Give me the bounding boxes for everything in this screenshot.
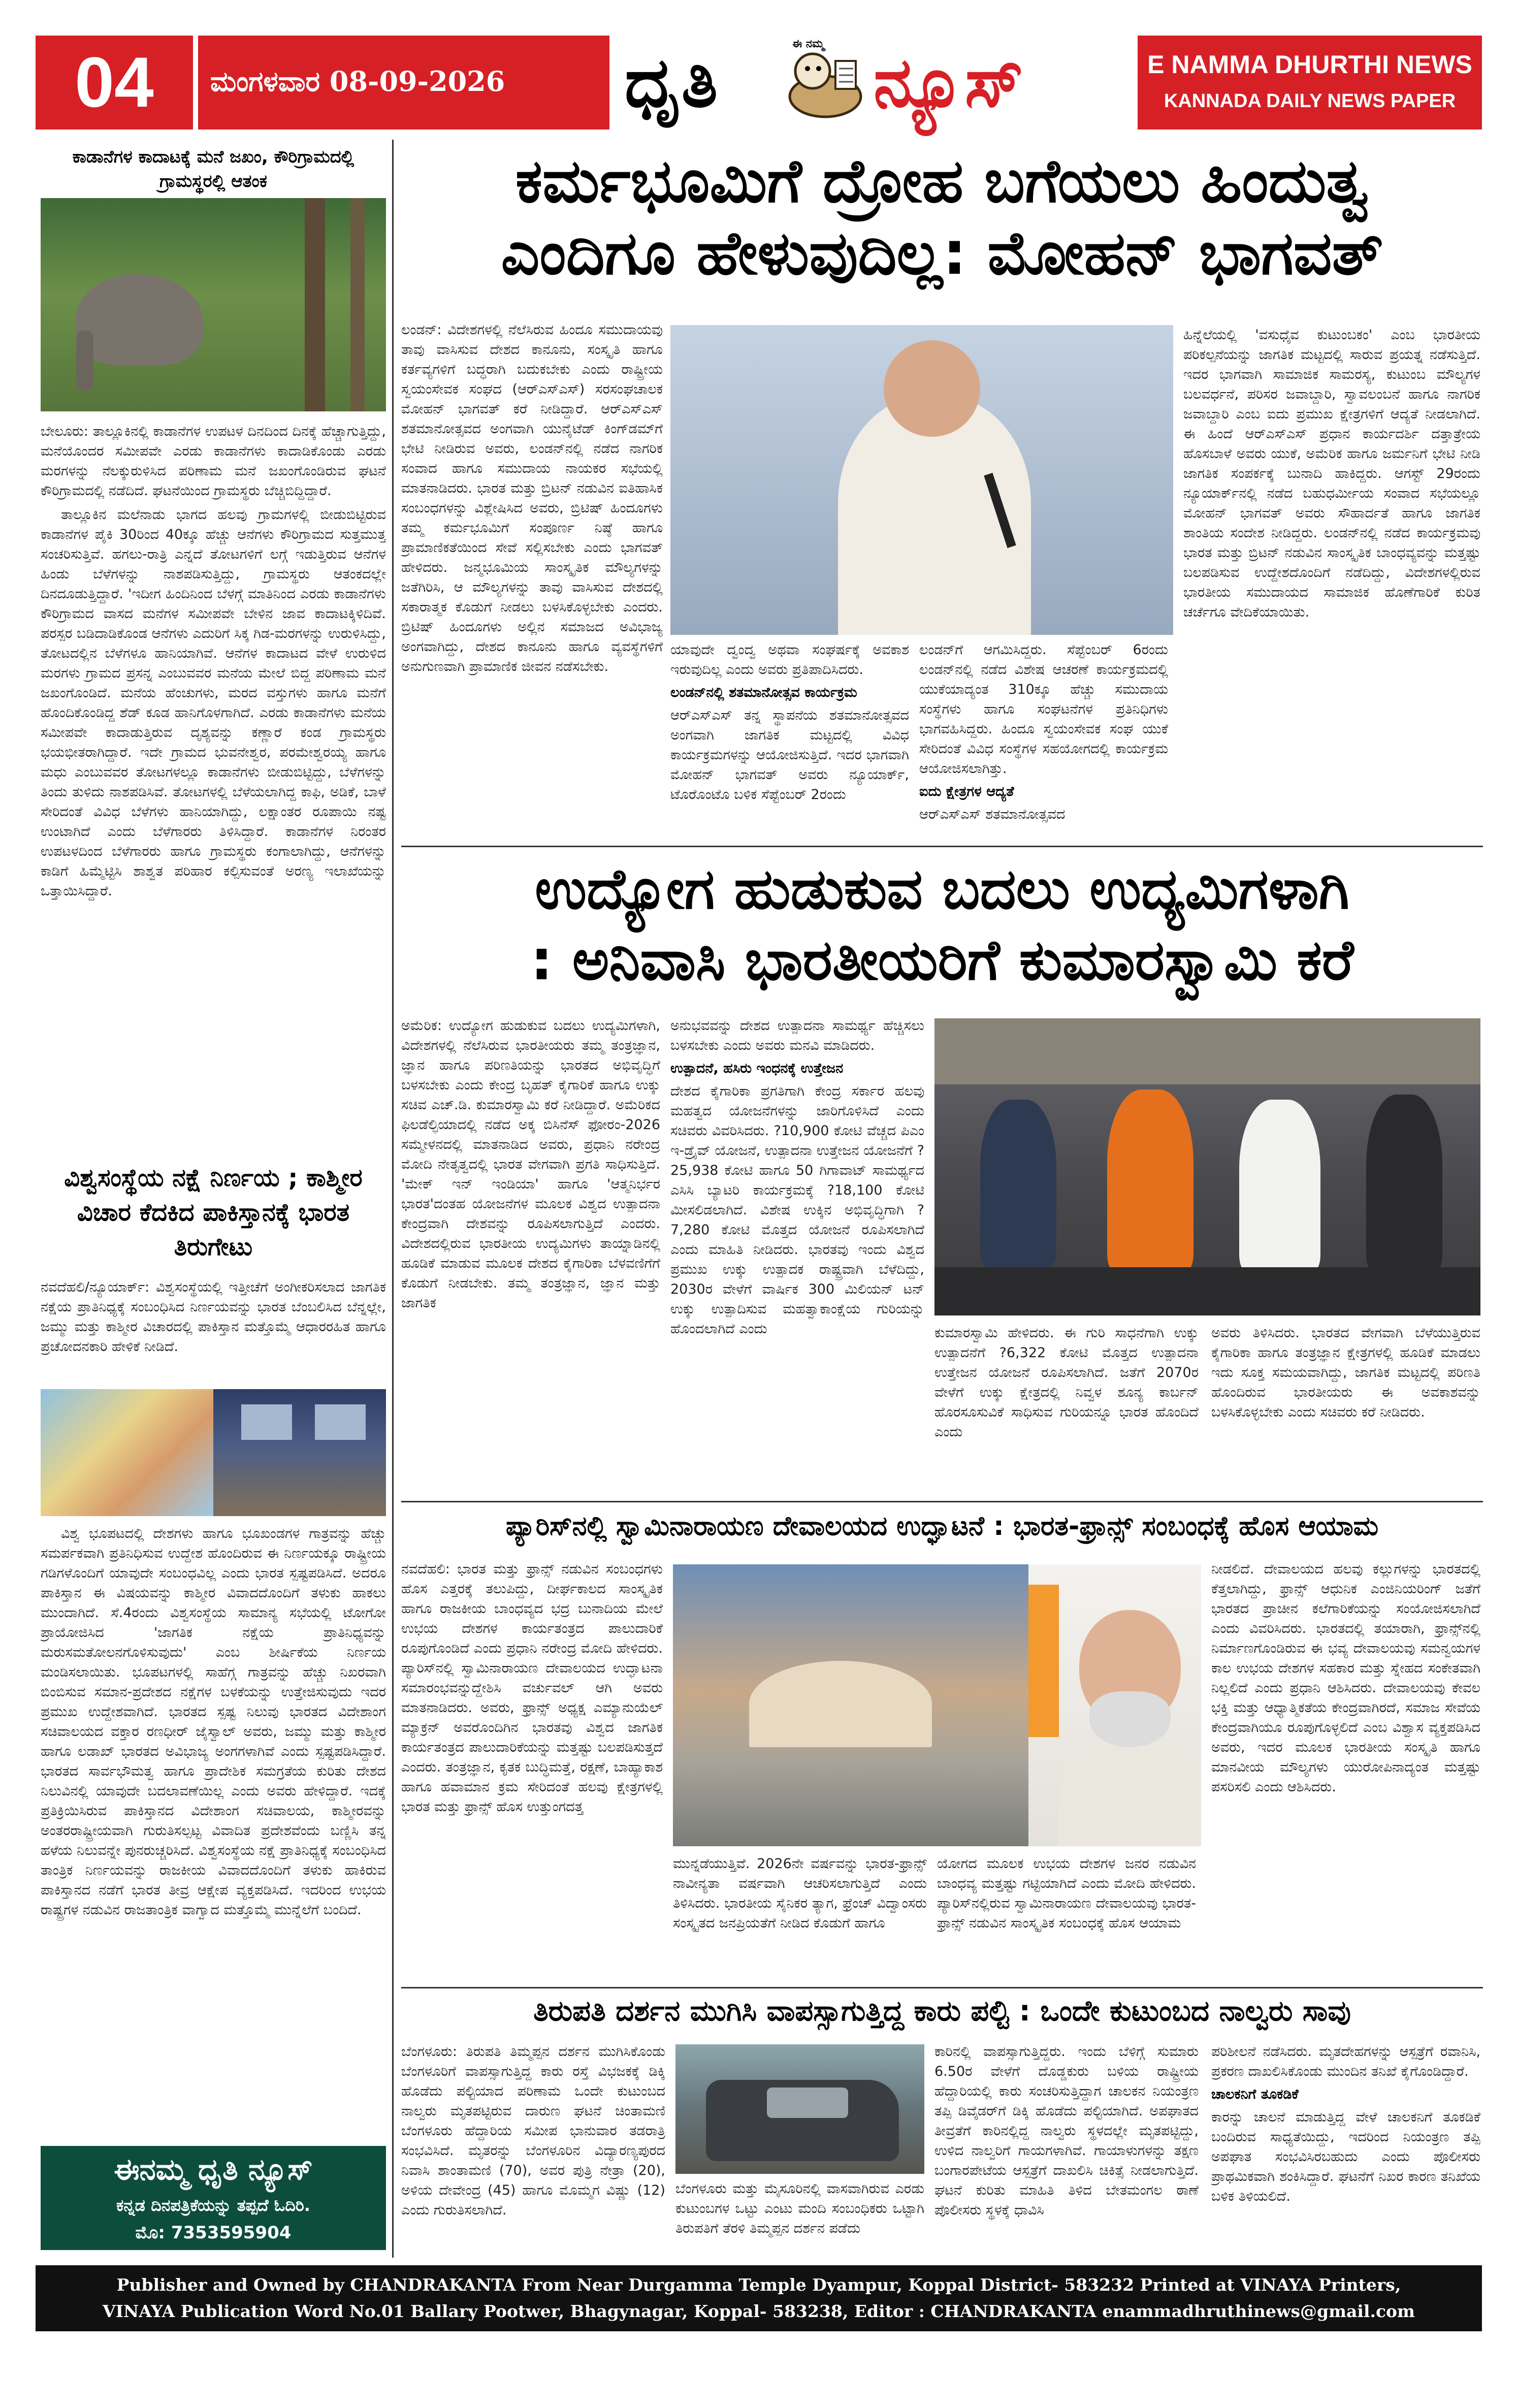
world-map bbox=[41, 1389, 213, 1516]
bhagwat-headline bbox=[401, 145, 1483, 289]
bhagwat-headline-line: ಕರ್ಮಭೂಮಿಗೆ ದ್ರೋಹ ಬಗೆಯಲು ಹಿಂದುತ್ವ bbox=[515, 146, 1369, 216]
date-line: ಮಂಗಳವಾರ 08-09-2026 bbox=[210, 65, 505, 98]
promo-box bbox=[41, 2146, 386, 2250]
kumaraswamy-col-2-rest: ದೇಶದ ಕೈಗಾರಿಕಾ ಪ್ರಗತಿಗಾಗಿ ಕೇಂದ್ರ ಸರ್ಕಾರ ಹಲವು ಮಹತ್ವದ ಯೋಜನೆಗಳನ್ನು ಜಾರಿಗೊಳಿಸಿದೆ ಎಂದು ಸಚಿವರು ವಿವರಿಸಿದರು. ?10,900 ಕೋಟಿ ವೆಚ್ಚದ ಪಿಎಂ ಇ-ಡ್ರೈವ್ ಯೋಜನೆ, ಉತ್ಪಾದನಾ ಉತ್ತೇಜನ ಯೋಜನೆಗೆ ?25,938 ಕೋಟಿ ಹಾಗೂ 50 ಗಿಗಾವಾಟ್ ಸಾಮರ್ಥ್ಯದ ಎಸಿಸಿ ಬ್ಯಾಟರಿ ಕಾರ್ಯಕ್ರಮಕ್ಕೆ ?18,100 ಕೋಟಿ ಮೀಸಲಿಡಲಾಗಿದೆ. ವಿಶೇಷ ಉಕ್ಕಿನ ಅಭಿವೃದ್ಧಿಗಾಗಿ ?7,280 ಕೋಟಿ ಮೊತ್ತದ ಯೋಜನೆ ರೂಪಿಸಲಾಗಿದೆ ಎಂದು ಮಾಹಿತಿ ನೀಡಿದರು. ಭಾರತವು ಇಂದು ವಿಶ್ವದ ಪ್ರಮುಖ ಉಕ್ಕು ಉತ್ಪಾದಕ ರಾಷ್ಟ್ರವಾಗಿ ಬೆಳೆದಿದ್ದು, 2030ರ ವೇಳೆಗೆ ವಾರ್ಷಿಕ 300 ಮಿಲಿಯನ್ ಟನ್ ಉಕ್ಕು ಉತ್ಪಾದಿಸುವ ಮಹತ್ವಾಕಾಂಕ್ಷೆಯ ಗುರಿಯನ್ನು ಹೊಂದಲಾಗಿದೆ ಎಂದು bbox=[670, 1083, 924, 1337]
accident-col-4-rest: ಕಾರನ್ನು ಚಾಲನೆ ಮಾಡುತ್ತಿದ್ದ ವೇಳೆ ಚಾಲಕನಿಗೆ ತೂಕಡಿಕೆ ಬಂದಿರುವ ಸಾಧ್ಯತೆಯಿದ್ದು, ಇದರಿಂದ ನಿಯಂತ್ರಣ ತಪ್ಪಿ ಅಪಘಾತ ಸಂಭವಿಸಿರಬಹುದು ಎಂದು ಪೊಲೀಸರು ಪ್ರಾಥಮಿಕವಾಗಿ ಶಂಕಿಸಿದ್ದಾರೆ. ಘಟನೆಗೆ ನಿಖರ ಕಾರಣ ತನಿಖೆಯ ಬಳಿಕ ತಿಳಿಯಲಿದೆ. bbox=[1211, 2109, 1480, 2204]
temple-dome bbox=[749, 1661, 932, 1747]
elephant-paragraph: ಬೇಲೂರು: ತಾಲ್ಲೂಕಿನಲ್ಲಿ ಕಾಡಾನೆಗಳ ಉಪಟಳ ದಿನದಿಂದ ದಿನಕ್ಕೆ ಹೆಚ್ಚಾಗುತ್ತಿದ್ದು, ಮನೆಯೊಂದರ ಸಮೀಪವೇ ಎರಡು ಕಾಡಾನೆಗಳು ಕಾದಾಡಿಕೊಂಡು ಎರಡು ಮರಗಳನ್ನು ನೆಲಕ್ಕುರುಳಿಸಿದ ಪರಿಣಾಮ ಮನೆ ಜಖಂಗೊಂಡಿರುವ ಘಟನೆ ಕೌರಿಗ್ರಾಮದಲ್ಲಿ ನಡೆದಿದೆ. ಘಟನೆಯಿಂದ ಗ್ರಾಮಸ್ಥರು ಬೆಚ್ಚಿಬಿದ್ದಿದ್ದಾರೆ. bbox=[41, 424, 386, 499]
accident-col-2: ಬೆಂಗಳೂರು ಮತ್ತು ಮೈಸೂರಿನಲ್ಲಿ ವಾಸವಾಗಿರುವ ಎರಡು ಕುಟುಂಬಗಳ ಒಟ್ಟು ಎಂಟು ಮಂದಿ ಸಂಬಂಧಿಕರು ಒಟ್ಟಾಗಿ ತಿರುಪತಿಗೆ ತೆರಳಿ ತಿಮ್ಮಪ್ಪನ ದರ್ಶನ ಪಡೆದು bbox=[675, 2181, 924, 2236]
paris-photo bbox=[673, 1564, 1201, 1846]
logo-text-right: ನ್ಯೂಸ್ bbox=[874, 43, 1024, 122]
accident-photo bbox=[675, 2044, 924, 2174]
car-windshield bbox=[767, 2088, 848, 2118]
bhagwat-col-2-rest: ಆರ್‌ಎಸ್‌ಎಸ್ ತನ್ನ ಸ್ಥಾಪನೆಯ ಶತಮಾನೋತ್ಸವದ ಅಂಗವಾಗಿ ಜಾಗತಿಕ ಮಟ್ಟದಲ್ಲಿ ವಿವಿಧ ಕಾರ್ಯಕ್ರಮಗಳನ್ನು ಆಯೋಜಿಸುತ್ತಿದೆ. ಇದರ ಭಾಗವಾಗಿ ಮೋಹನ್ ಭಾಗವತ್ ಅವರು ನ್ಯೂಯಾರ್ಕ್, ಟೊರೊಂಟೊ ಬಳಿಕ ಸೆಪ್ಟೆಂಬರ್ 2ರಂದು bbox=[670, 708, 909, 802]
speaker-head bbox=[884, 340, 980, 437]
promo-phone: ಮೊ: 7353595904 bbox=[135, 2223, 292, 2243]
elephant-photo bbox=[41, 198, 386, 411]
footer bbox=[36, 2265, 1482, 2331]
person-figure bbox=[1107, 1089, 1193, 1272]
logo-tag: ಈ ನಮ್ಮ bbox=[792, 38, 824, 50]
bhagwat-col-3 bbox=[919, 640, 1168, 838]
un-photo bbox=[41, 1389, 386, 1516]
elephant-headline: ಕಾಡಾನೆಗಳ ಕಾದಾಟಕ್ಕೆ ಮನೆ ಜಖಂ, ಕೌರಿಗ್ರಾಮದಲ್ಲಿ ಗ್ರಾಮಸ್ಥರಲ್ಲಿ ಆತಂಕ bbox=[72, 147, 354, 191]
accident-col-4-text: ಪರಿಶೀಲನೆ ನಡೆಸಿದರು. ಮೃತದೇಹಗಳನ್ನು ಆಸ್ಪತ್ರೆಗೆ ರವಾನಿಸಿ, ಪ್ರಕರಣ ದಾಖಲಿಸಿಕೊಂಡು ಮುಂದಿನ ತನಿಖೆ ಕೈಗೊಂಡಿದ್ದಾರೆ. bbox=[1211, 2044, 1480, 2079]
mascot-icon bbox=[782, 38, 868, 127]
logo-text-left: ಧೃತಿ bbox=[625, 43, 718, 122]
un-body: ವಿಶ್ವ ಭೂಪಟದಲ್ಲಿ ದೇಶಗಳು ಹಾಗೂ ಭೂಖಂಡಗಳ ಗಾತ್ರವನ್ನು ಹೆಚ್ಚು ಸಮರ್ಪಕವಾಗಿ ಪ್ರತಿನಿಧಿಸುವ ಉದ್ದೇಶ ಹೊಂದಿರುವ ಈ ನಿರ್ಣಯಕ್ಕೂ ರಾಷ್ಟ್ರೀಯ ಗಡಿಗಳೊಂದಿಗೆ ಯಾವುದೇ ಸಂಬಂಧವಿಲ್ಲ ಎಂದು ಭಾರತ ಸ್ಪಷ್ಟಪಡಿಸಿದೆ. ಅದರೂ ಪಾಕಿಸ್ತಾನ ಈ ವಿಷಯವನ್ನು ಕಾಶ್ಮೀರ ವಿವಾದದೊಂದಿಗೆ ತಳುಕು ಹಾಕಲು ಮುಂದಾಗಿದೆ. ಸೆ.4ರಂದು ವಿಶ್ವಸಂಸ್ಥೆಯ ಸಾಮಾನ್ಯ ಸಭೆಯಲ್ಲಿ ಟೋಗೋ ಪ್ರಾಯೋಜಿಸಿದ 'ಜಾಗತಿಕ ನಕ್ಷೆಯ ಪ್ರಾತಿನಿಧ್ಯವನ್ನು ಮರುಸಮತೋಲನಗೊಳಿಸುವುದು' ಎಂಬ ಶೀರ್ಷಿಕೆಯ ನಿರ್ಣಯ ಮಂಡಿಸಲಾಯಿತು. ಭೂಪಟಗಳಲ್ಲಿ ಸಾಹೆಗ್ಗ ಗಾತ್ರವನ್ನು ಹೆಚ್ಚು ನಿಖರವಾಗಿ ಬಿಂಬಿಸುವ ಸಮಾನ-ಪ್ರದೇಶದ ನಕ್ಷೆಗಳ ಬಳಕೆಯನ್ನು ಉತ್ತೇಜಿಸುವುದು ಇದರ ಪ್ರಮುಖ ಉದ್ದೇಶವಾಗಿದೆ. ಭಾರತದ ಸ್ಪಷ್ಟ ನಿಲುವು ಭಾರತದ ವಿದೇಶಾಂಗ ಸಚಿವಾಲಯದ ವಕ್ತಾರ ರಣಧೀರ್ ಜೈಸ್ವಾಲ್ ಅವರು, ಜಮ್ಮು ಮತ್ತು ಕಾಶ್ಮೀರ ಹಾಗೂ ಲಡಾಖ್ ಭಾರತದ ಅವಿಭಾಜ್ಯ ಅಂಗಗಳಾಗಿವೆ ಎಂದು ಸ್ಪಷ್ಟಪಡಿಸಿದ್ದಾರೆ. ಭಾರತದ ಸಾರ್ವಭೌಮತ್ವ ಹಾಗೂ ಪ್ರಾದೇಶಿಕ ಸಮಗ್ರತೆಯ ಕುರಿತು ದೇಶದ ನಿಲುವಿನಲ್ಲಿ ಯಾವುದೇ ಬದಲಾವಣೆಯಿಲ್ಲ ಎಂದು ಅವರು ಹೇಳಿದ್ದಾರೆ. ಇದಕ್ಕೆ ಪ್ರತಿಕ್ರಿಯಿಸಿರುವ ಪಾಕಿಸ್ತಾನದ ವಿದೇಶಾಂಗ ಸಚಿವಾಲಯ, ಕಾಶ್ಮೀರವನ್ನು ಅಂತರರಾಷ್ಟ್ರೀಯವಾಗಿ ಗುರುತಿಸಲ್ಪಟ್ಟ ವಿವಾದಿತ ಪ್ರದೇಶವೆಂದು ಬಣ್ಣಿಸಿ ತನ್ನ ಹಳೆಯ ನಿಲುವನ್ನೇ ಪುನರುಚ್ಚರಿಸಿದೆ. ವಿಶ್ವಸಂಸ್ಥೆಯ ನಕ್ಷೆ ಪ್ರಾತಿನಿಧ್ಯಕ್ಕೆ ಸಂಬಂಧಿಸಿದ ತಾಂತ್ರಿಕ ನಿರ್ಣಯವನ್ನು ರಾಜಕೀಯ ವಿವಾದದೊಂದಿಗೆ ತಳುಕು ಹಾಕಿರುವ ಪಾಕಿಸ್ತಾನದ ನಡೆಗೆ ಭಾರತ ತೀವ್ರ ಆಕ್ಷೇಪ ವ್ಯಕ್ತಪಡಿಸಿದೆ. ಇದರಿಂದ ಉಭಯ ರಾಷ್ಟ್ರಗಳ ನಡುವಿನ ರಾಜತಾಂತ್ರಿಕ ವಾಗ್ವಾದ ಮತ್ತೊಮ್ಮೆ ಮುನ್ನೆಲೆಗೆ ಬಂದಿದೆ. bbox=[41, 1526, 386, 1918]
portrait-body bbox=[1059, 1747, 1201, 1846]
elephant-figure bbox=[76, 274, 203, 366]
paris-col-2: ಮುನ್ನಡೆಯುತ್ತಿವೆ. 2026ನೇ ವರ್ಷವನ್ನು ಭಾರತ-ಫ್ರಾನ್ಸ್ ನಾವೀನ್ಯತಾ ವರ್ಷವಾಗಿ ಆಚರಿಸಲಾಗುತ್ತಿದೆ ಎಂದು ತಿಳಿಸಿದರು. ಭಾರತೀಯ ಸೈನಿಕರ ತ್ಯಾಗ, ಫ್ರೆಂಚ್ ವಿದ್ವಾಂಸರು ಸಂಸ್ಕೃತದ ಜನಪ್ರಿಯತೆಗೆ ನೀಡಿದ ಕೊಡುಗೆ ಹಾಗೂ bbox=[673, 1856, 927, 1931]
paris-headline: ಪ್ಯಾರಿಸ್‌ನಲ್ಲಿ ಸ್ವಾಮಿನಾರಾಯಣ ದೇವಾಲಯದ ಉದ್ಘಾಟನೆ : ಭಾರತ-ಫ್ರಾನ್ಸ್ ಸಂಬಂಧಕ್ಕೆ ಹೊಸ ಆಯಾಮ bbox=[505, 1511, 1379, 1542]
left-column-divider bbox=[392, 140, 394, 2258]
bhagwat-col-3-text: ಲಂಡನ್‌ಗೆ ಆಗಮಿಸಿದ್ದರು. ಸೆಪ್ಟೆಂಬರ್ 6ರಂದು ಲಂಡನ್‌ನಲ್ಲಿ ನಡೆದ ವಿಶೇಷ ಆಚರಣೆ ಕಾರ್ಯಕ್ರಮದಲ್ಲಿ ಯುಕೆಯಾದ್ಯಂತ 310ಕ್ಕೂ ಹೆಚ್ಚು ಸಮುದಾಯ ಸಂಸ್ಥೆಗಳು ಹಾಗೂ ಸಂಘಟನೆಗಳ ಪ್ರತಿನಿಧಿಗಳು ಭಾಗವಹಿಸಿದ್ದರು. ಹಿಂದೂ ಸ್ವಯಂಸೇವಕ ಸಂಘ ಯುಕೆ ಸೇರಿದಂತೆ ವಿವಿಧ ಸಂಸ್ಥೆಗಳ ಸಹಯೋಗದಲ್ಲಿ ಕಾರ್ಯಕ್ರಮ ಆಯೋಜಿಸಲಾಗಿತ್ತು. bbox=[919, 642, 1168, 777]
footer-line: Publisher and Owned by CHANDRAKANTA From Near Durgamma Temple Dyampur, Koppal District- 583232 Printed at VINAYA Printers, bbox=[116, 2275, 1401, 2295]
kumaraswamy-col-1: ಅಮೆರಿಕ: ಉದ್ಯೋಗ ಹುಡುಕುವ ಬದಲು ಉದ್ಯಮಿಗಳಾಗಿ, ವಿದೇಶಗಳಲ್ಲಿ ನೆಲೆಸಿರುವ ಭಾರತೀಯರು ತಮ್ಮ ತಂತ್ರಜ್ಞಾನ, ಜ್ಞಾನ ಹಾಗೂ ಪರಿಣತಿಯನ್ನು ಭಾರತದ ಅಭಿವೃದ್ಧಿಗೆ ಬಳಸಬೇಕು ಎಂದು ಕೇಂದ್ರ ಬೃಹತ್ ಕೈಗಾರಿಕೆ ಹಾಗೂ ಉಕ್ಕು ಸಚಿವ ಎಚ್.ಡಿ. ಕುಮಾರಸ್ವಾಮಿ ಕರೆ ನೀಡಿದ್ದಾರೆ. ಅಮೆರಿಕದ ಫಿಲಡೆಲ್ಫಿಯಾದಲ್ಲಿ ನಡೆದ ಅಕ್ಕ ಬಿಸಿನೆಸ್ ಫೋರಂ-2026 ಸಮ್ಮೇಳನದಲ್ಲಿ ಮಾತನಾಡಿದ ಅವರು, ಪ್ರಧಾನಿ ನರೇಂದ್ರ ಮೋದಿ ನೇತೃತ್ವದಲ್ಲಿ ಭಾರತ ವೇಗವಾಗಿ ಪ್ರಗತಿ ಸಾಧಿಸುತ್ತಿದೆ. 'ಮೇಕ್ ಇನ್ ಇಂಡಿಯಾ' ಹಾಗೂ 'ಆತ್ಮನಿರ್ಭರ ಭಾರತ'ದಂತಹ ಯೋಜನೆಗಳ ಮೂಲಕ ವಿಶ್ವದ ಉತ್ಪಾದನಾ ಕೇಂದ್ರವಾಗಿ ದೇಶವನ್ನು ರೂಪಿಸಲಾಗುತ್ತಿದೆ ಎಂದರು. ವಿದೇಶದಲ್ಲಿರುವ ಭಾರತೀಯ ಉದ್ಯಮಿಗಳು ತಾಯ್ನಾಡಿನಲ್ಲಿ ಹೂಡಿಕೆ ಮಾಡುವ ಮೂಲಕ ದೇಶದ ಕೈಗಾರಿಕಾ ಬೆಳವಣಿಗೆಗೆ ಕೊಡುಗೆ ನೀಡಬೇಕು. ತಮ್ಮ ತಂತ್ರಜ್ಞಾನ, ಜ್ಞಾನ ಮತ್ತು ಜಾಗತಿಕ bbox=[401, 1018, 660, 1311]
flag-stripe bbox=[1028, 1585, 1059, 1737]
paris-col-1: ನವದೆಹಲಿ: ಭಾರತ ಮತ್ತು ಫ್ರಾನ್ಸ್ ನಡುವಿನ ಸಂಬಂಧಗಳು ಹೊಸ ಎತ್ತರಕ್ಕೆ ತಲುಪಿದ್ದು, ದೀರ್ಘಕಾಲದ ಸಾಂಸ್ಕೃತಿಕ ಹಾಗೂ ರಾಜಕೀಯ ಬಾಂಧವ್ಯದ ಭದ್ರ ಬುನಾದಿಯ ಮೇಲೆ ಉಭಯ ದೇಶಗಳ ಕಾರ್ಯತಂತ್ರದ ಪಾಲುದಾರಿಕೆ ರೂಪುಗೊಂಡಿದೆ ಎಂದು ಪ್ರಧಾನಿ ನರೇಂದ್ರ ಮೋದಿ ಹೇಳಿದರು. ಪ್ಯಾರಿಸ್‌ನಲ್ಲಿ ಸ್ವಾಮಿನಾರಾಯಣ ದೇವಾಲಯದ ಉದ್ಘಾಟನಾ ಸಮಾರಂಭವನ್ನುದ್ದೇಶಿಸಿ ವರ್ಚುವಲ್ ಆಗಿ ಅವರು ಮಾತನಾಡಿದರು. ಅವರು, ಫ್ರಾನ್ಸ್ ಅಧ್ಯಕ್ಷ ಎಮ್ಯಾನುಯೆಲ್ ಮ್ಯಾಕ್ರನ್ ಅವರೊಂದಿಗಿನ ಭಾರತವು ವಿಶ್ವದ ಜಾಗತಿಕ ಕಾರ್ಯತಂತ್ರದ ಪಾಲುದಾರಿಕೆಯನ್ನು ಮತ್ತಷ್ಟು ಬಲಪಡಿಸುತ್ತದೆ ಎಂದರು. ತಂತ್ರಜ್ಞಾನ, ಕೃತಕ ಬುದ್ಧಿಮತ್ತೆ, ರಕ್ಷಣೆ, ಬಾಹ್ಯಾಕಾಶ ಹಾಗೂ ಹವಾಮಾನ ಕ್ರಮ ಸೇರಿದಂತೆ ಹಲವು ಕ್ಷೇತ್ರಗಳಲ್ಲಿ ಭಾರತ ಮತ್ತು ಫ್ರಾನ್ಸ್ ಹೊಸ ಉತ್ತುಂಗದತ್ತ bbox=[401, 1561, 663, 1815]
kumaraswamy-headline-line: : ಅನಿವಾಸಿ ಭಾರತೀಯರಿಗೆ ಕುಮಾರಸ್ವಾಮಿ ಕರೆ bbox=[530, 927, 1354, 992]
stage-floor bbox=[934, 1267, 1480, 1315]
screen-panel bbox=[315, 1404, 366, 1440]
accident-subhead: ಚಾಲಕನಿಗೆ ತೂಕಡಿಕೆ bbox=[1211, 2086, 1299, 2102]
bhagwat-col-3-rest: ಆರ್‌ಎಸ್‌ಎಸ್ ಶತಮಾನೋತ್ಸವದ bbox=[919, 807, 1066, 822]
footer-line: VINAYA Publication Word No.01 Ballary Pootwer, Bhagynagar, Koppal- 583238, Editor : CHANDRAKANTA enammadhruthinews@gmail.com bbox=[103, 2301, 1415, 2321]
accident-headline: ತಿರುಪತಿ ದರ್ಶನ ಮುಗಿಸಿ ವಾಪಸ್ಸಾಗುತ್ತಿದ್ದ ಕಾರು ಪಲ್ಟಿ : ಒಂದೇ ಕುಟುಂಬದ ನಾಲ್ವರು ಸಾವು bbox=[533, 1995, 1351, 2028]
bhagwat-subhead: ಲಂಡನ್‌ನಲ್ಲಿ ಶತಮಾನೋತ್ಸವ ಕಾರ್ಯಕ್ರಮ bbox=[670, 685, 857, 700]
banner-strip bbox=[934, 1018, 1480, 1084]
promo-title: ಈನಮ್ಮ ಧೃತಿ ನ್ಯೂಸ್ bbox=[114, 2152, 313, 2187]
bhagwat-subhead: ಐದು ಕ್ಷೇತ್ರಗಳ ಆದ್ಯತೆ bbox=[919, 784, 1014, 799]
un-lead: ನವದೆಹಲಿ/ನ್ಯೂಯಾರ್ಕ್: ವಿಶ್ವಸಂಸ್ಥೆಯಲ್ಲಿ ಇತ್ತೀಚೆಗೆ ಅಂಗೀಕರಿಸಲಾದ ಜಾಗತಿಕ ನಕ್ಷೆಯ ಪ್ರಾತಿನಿಧ್ಯಕ್ಕೆ ಸಂಬಂಧಿಸಿದ ನಿರ್ಣಯವನ್ನು ಭಾರತ ಬೆಂಬಲಿಸಿದ ಬೆನ್ನಲ್ಲೇ, ಜಮ್ಮು ಮತ್ತು ಕಾಶ್ಮೀರ ವಿಚಾರದಲ್ಲಿ ಪಾಕಿಸ್ತಾನ ಮತ್ತೊಮ್ಮೆ ಆಧಾರರಹಿತ ಹಾಗೂ ಪ್ರಚೋದನಕಾರಿ ಹೇಳಿಕೆ ನೀಡಿದೆ. bbox=[41, 1279, 386, 1355]
bhagwat-col-2 bbox=[670, 640, 909, 838]
logo bbox=[625, 36, 1133, 130]
accident-col-4 bbox=[1211, 2042, 1480, 2258]
person-figure bbox=[1239, 1100, 1320, 1272]
paris-col-3: ಯೋಗದ ಮೂಲಕ ಉಭಯ ದೇಶಗಳ ಜನರ ನಡುವಿನ ಬಾಂಧವ್ಯ ಮತ್ತಷ್ಟು ಗಟ್ಟಿಯಾಗಿದೆ ಎಂದು ಮೋದಿ ಹೇಳಿದರು. ಪ್ಯಾರಿಸ್‌ನಲ್ಲಿರುವ ಸ್ವಾಮಿನಾರಾಯಣ ದೇವಾಲಯವು ಭಾರತ-ಫ್ರಾನ್ಸ್ ನಡುವಿನ ಸಾಂಸ್ಕೃತಿಕ ಸಂಬಂಧಕ್ಕೆ ಹೊಸ ಆಯಾಮ bbox=[937, 1856, 1196, 1931]
kumaraswamy-col-3: ಕುಮಾರಸ್ವಾಮಿ ಹೇಳಿದರು. ಈ ಗುರಿ ಸಾಧನೆಗಾಗಿ ಉಕ್ಕು ಉತ್ಪಾದನೆಗೆ ?6,322 ಕೋಟಿ ಮೊತ್ತದ ಉತ್ಪಾದನಾ ಉತ್ತೇಜನ ಯೋಜನೆ ರೂಪಿಸಲಾಗಿದೆ. ಜತೆಗೆ 2070ರ ವೇಳೆಗೆ ಉಕ್ಕು ಕ್ಷೇತ್ರದಲ್ಲಿ ನಿವ್ವಳ ಶೂನ್ಯ ಕಾರ್ಬನ್ ಹೊರಸೂಸುವಿಕೆ ಸಾಧಿಸುವ ಗುರಿಯನ್ನೂ ಭಾರತ ಹೊಂದಿದೆ ಎಂದು bbox=[934, 1325, 1199, 1440]
bhagwat-headline-line: ಎಂದಿಗೂ ಹೇಳುವುದಿಲ್ಲ: ಮೋಹನ್ ಭಾಗವತ್ bbox=[501, 218, 1383, 288]
kumaraswamy-col-2 bbox=[670, 1016, 924, 1493]
page-number: 04 bbox=[75, 42, 154, 122]
kumaraswamy-headline bbox=[401, 853, 1483, 996]
english-tagline: KANNADA DAILY NEWS PAPER bbox=[1164, 90, 1456, 112]
screen-panel bbox=[241, 1404, 292, 1440]
kumaraswamy-photo bbox=[934, 1018, 1480, 1315]
kumaraswamy-headline-line: ಉದ್ಯೋಗ ಹುಡುಕುವ ಬದಲು ಉದ್ಯಮಿಗಳಾಗಿ bbox=[535, 856, 1349, 921]
tree-trunk bbox=[305, 198, 325, 411]
section-rule bbox=[401, 1501, 1483, 1502]
section-rule bbox=[401, 1987, 1483, 1988]
kumaraswamy-subhead: ಉತ್ಪಾದನೆ, ಹಸಿರು ಇಂಧನಕ್ಕೆ ಉತ್ತೇಜನ bbox=[670, 1061, 844, 1076]
bhagwat-col-4: ಹಿನ್ನೆಲೆಯಲ್ಲಿ 'ವಸುಧೈವ ಕುಟುಂಬಕಂ' ಎಂಬ ಭಾರತೀಯ ಪರಿಕಲ್ಪನೆಯನ್ನು ಜಾಗತಿಕ ಮಟ್ಟದಲ್ಲಿ ಸಾರುವ ಪ್ರಯತ್ನ ನಡೆಸುತ್ತಿದೆ. ಇದರ ಭಾಗವಾಗಿ ಸಾಮಾಜಿಕ ಸಾಮರಸ್ಯ, ಕುಟುಂಬ ಮೌಲ್ಯಗಳ ಬಲವರ್ಧನೆ, ಪರಿಸರ ಜವಾಬ್ದಾರಿ, ಸ್ವಾವಲಂಬನೆ ಹಾಗೂ ನಾಗರಿಕ ಜವಾಬ್ದಾರಿ ಎಂಬ ಐದು ಪ್ರಮುಖ ಕ್ಷೇತ್ರಗಳಿಗೆ ಆದ್ಯತೆ ನೀಡಲಾಗಿದೆ. ಈ ಹಿಂದೆ ಆರ್‌ಎಸ್‌ಎಸ್ ಪ್ರಧಾನ ಕಾರ್ಯದರ್ಶಿ ದತ್ತಾತ್ರೇಯ ಹೊಸಬಾಳೆ ಅವರು ಯುಕೆ, ಅಮೆರಿಕ ಹಾಗೂ ಜರ್ಮನಿಗೆ ಭೇಟಿ ನೀಡಿ ಜಾಗತಿಕ ಸಂಪರ್ಕಕ್ಕೆ ಬುನಾದಿ ಹಾಕಿದ್ದರು. ಆಗಸ್ಟ್ 29ರಂದು ನ್ಯೂಯಾರ್ಕ್‌ನಲ್ಲಿ ನಡೆದ ಬಹುಧರ್ಮೀಯ ಸಂವಾದ ಸಭೆಯಲ್ಲೂ ಮೋಹನ್ ಭಾಗವತ್ ಅವರು ಸೌಹಾರ್ದತೆ ಹಾಗೂ ಜಾಗತಿಕ ಶಾಂತಿಯ ಸಂದೇಶ ನೀಡಿದ್ದರು. ಲಂಡನ್‌ನಲ್ಲಿ ನಡೆದ ಕಾರ್ಯಕ್ರಮವು ಭಾರತ ಮತ್ತು ಬ್ರಿಟನ್ ನಡುವಿನ ಸಾಂಸ್ಕೃತಿಕ ಬಾಂಧವ್ಯವನ್ನು ಮತ್ತಷ್ಟು ಬಲಪಡಿಸುವ ಉದ್ದೇಶದೊಂದಿಗೆ ನಡೆದಿದ್ದು, ವಿದೇಶಗಳಲ್ಲಿರುವ ಭಾರತೀಯ ಸಮುದಾಯದ ಸಾಮಾಜಿಕ ಹೊಣೆಗಾರಿಕೆ ಕುರಿತ ಚರ್ಚೆಗೂ ವೇದಿಕೆಯಾಯಿತು. bbox=[1183, 327, 1480, 620]
person-figure bbox=[980, 1100, 1056, 1267]
elephant-trunk bbox=[76, 330, 93, 391]
paris-col-4: ನೀಡಲಿದೆ. ದೇವಾಲಯದ ಹಲವು ಕಲ್ಲುಗಳನ್ನು ಭಾರತದಲ್ಲಿ ಕೆತ್ತಲಾಗಿದ್ದು, ಫ್ರಾನ್ಸ್ ಆಧುನಿಕ ಎಂಜಿನಿಯರಿಂಗ್ ಜತೆಗೆ ಭಾರತದ ಪ್ರಾಚೀನ ಕಲೆಗಾರಿಕೆಯನ್ನು ಸಂಯೋಜಿಸಲಾಗಿದೆ ಎಂದು ವಿವರಿಸಿದರು. ಭಾರತದಲ್ಲಿ ತಯಾರಾಗಿ, ಫ್ರಾನ್ಸ್‌ನಲ್ಲಿ ನಿರ್ಮಾಣಗೊಂಡಿರುವ ಈ ಭವ್ಯ ದೇವಾಲಯವು ಸಮನ್ವಯಗಳ ಕಾಲ ಉಭಯ ದೇಶಗಳ ಸಹಕಾರ ಮತ್ತು ಸ್ನೇಹದ ಸಂಕೇತವಾಗಿ ನಿಲ್ಲಲಿದೆ ಎಂದು ಪ್ರಧಾನಿ ಆಶಿಸಿದರು. ದೇವಾಲಯವು ಕೇವಲ ಭಕ್ತಿ ಮತ್ತು ಆಧ್ಯಾತ್ಮಿಕತೆಯ ಕೇಂದ್ರವಾಗಿರದೆ, ಸಮಾಜ ಸೇವೆಯ ಕೇಂದ್ರವಾಗಿಯೂ ರೂಪುಗೊಳ್ಳಲಿದೆ ಎಂಬ ವಿಶ್ವಾಸ ವ್ಯಕ್ತಪಡಿಸಿದ ಅವರು, ಇದರ ಮೂಲಕ ಭಾರತೀಯ ಸಂಸ್ಕೃತಿ ಹಾಗೂ ಮಾನವೀಯ ಮೌಲ್ಯಗಳು ಯುರೋಪಿನಾದ್ಯಂತ ಮತ್ತಷ್ಟು ಪಸರಿಸಲಿ ಎಂದು ಆಶಿಸಿದರು. bbox=[1211, 1561, 1480, 1795]
tree-trunk bbox=[350, 198, 365, 411]
accident-col-3: ಕಾರಿನಲ್ಲಿ ವಾಪಸ್ಸಾಗುತ್ತಿದ್ದರು. ಇಂದು ಬೆಳಿಗ್ಗೆ ಸುಮಾರು 6.50ರ ವೇಳೆಗೆ ದೊಡ್ಡಕುರು ಬಳಿಯ ರಾಷ್ಟ್ರೀಯ ಹೆದ್ದಾರಿಯಲ್ಲಿ ಕಾರು ಸಂಚರಿಸುತ್ತಿದ್ದಾಗ ಚಾಲಕನ ನಿಯಂತ್ರಣ ತಪ್ಪಿ ಡಿವೈಡರ್‌ಗೆ ಡಿಕ್ಕಿ ಹೊಡೆದು ಪಲ್ಟಿಯಾಗಿದೆ. ಅಪಘಾತದ ತೀವ್ರತೆಗೆ ಕಾರಿನಲ್ಲಿದ್ದ ನಾಲ್ವರು ಸ್ಥಳದಲ್ಲೇ ಮೃತಪಟ್ಟಿದ್ದು, ಉಳಿದ ನಾಲ್ವರಿಗೆ ಗಾಯಗಳಾಗಿವೆ. ಗಾಯಾಳುಗಳನ್ನು ತಕ್ಷಣ ಬಂಗಾರಪೇಟೆಯ ಆಸ್ಪತ್ರೆಗೆ ದಾಖಲಿಸಿ ಚಿಕಿತ್ಸೆ ನೀಡಲಾಗುತ್ತಿದೆ. ಘಟನೆ ಕುರಿತು ಮಾಹಿತಿ ತಿಳಿದ ಬೇತಮಂಗಲ ಠಾಣೆ ಪೊಲೀಸರು ಸ್ಥಳಕ್ಕೆ ಧಾವಿಸಿ bbox=[934, 2044, 1199, 2218]
english-name-box bbox=[1138, 36, 1482, 130]
un-headline: ವಿಶ್ವಸಂಸ್ಥೆಯ ನಕ್ಷೆ ನಿರ್ಣಯ ; ಕಾಶ್ಮೀರ ವಿಚಾರ ಕೆದಕಿದ ಪಾಕಿಸ್ತಾನಕ್ಕೆ ಭಾರತ ತಿರುಗೇಟು bbox=[64, 1164, 363, 1261]
kumaraswamy-col-4: ಅವರು ತಿಳಿಸಿದರು. ಭಾರತದ ವೇಗವಾಗಿ ಬೆಳೆಯುತ್ತಿರುವ ಕೈಗಾರಿಕಾ ಹಾಗೂ ತಂತ್ರಜ್ಞಾನ ಕ್ಷೇತ್ರಗಳಲ್ಲಿ ಹೂಡಿಕೆ ಮಾಡಲು ಇದು ಸೂಕ್ತ ಸಮಯವಾಗಿದ್ದು, ಜಾಗತಿಕ ಮಟ್ಟದಲ್ಲಿ ಪರಿಣತಿ ಹೊಂದಿರುವ ಭಾರತೀಯರು ಈ ಅವಕಾಶವನ್ನು ಬಳಸಿಕೊಳ್ಳಬೇಕು ಎಂದು ಸಚಿವರು ಕರೆ ನೀಡಿದರು. bbox=[1211, 1325, 1480, 1420]
date-box bbox=[198, 36, 609, 130]
english-name: E NAMMA DHURTHI NEWS bbox=[1147, 50, 1472, 79]
section-rule bbox=[401, 846, 1483, 847]
page-number-box bbox=[36, 36, 193, 130]
elephant-body bbox=[41, 422, 386, 1130]
masthead bbox=[36, 36, 1482, 130]
portrait-beard bbox=[1089, 1691, 1171, 1747]
kumaraswamy-col-2-text: ಅನುಭವವನ್ನು ದೇಶದ ಉತ್ಪಾದನಾ ಸಾಮರ್ಥ್ಯ ಹೆಚ್ಚಿಸಲು ಬಳಸಬೇಕು ಎಂದು ಅವರು ಮನವಿ ಮಾಡಿದರು. bbox=[670, 1018, 924, 1053]
bhagwat-photo bbox=[670, 325, 1173, 635]
elephant-paragraph: ತಾಲ್ಲೂಕಿನ ಮಲೆನಾಡು ಭಾಗದ ಹಲವು ಗ್ರಾಮಗಳಲ್ಲಿ ಬೀಡುಬಿಟ್ಟಿರುವ ಕಾಡಾನೆಗಳ ಪೈಕಿ 30ರಿಂದ 40ಕ್ಕೂ ಹೆಚ್ಚು ಆನೆಗಳು ಕೌರಿಗ್ರಾಮದ ಸುತ್ತಮುತ್ತ ಸಂಚರಿಸುತ್ತಿವೆ. ಹಗಲು-ರಾತ್ರಿ ಎನ್ನದೆ ತೋಟಗಳಿಗೆ ಲಗ್ಗೆ ಇಡುತ್ತಿರುವ ಆನೆಗಳ ಹಿಂಡು ಬೆಳೆಗಳನ್ನು ನಾಶಪಡಿಸುತ್ತಿದ್ದು, ಗ್ರಾಮಸ್ಥರು ಆತಂಕದಲ್ಲೇ ದಿನದೂಡುತ್ತಿದ್ದಾರೆ. 'ಇದೀಗ ಹಿಂದಿನಿಂದ ಬೆಳಗ್ಗೆ ಮಾತಿನಿಂದ ಎರಡು ಕಾಡಾನೆಗಳು ಕೌರಿಗ್ರಾಮದ ವಾಸದ ಮನೆಗಳ ಸಮೀಪವೇ ಬೇಳಿನ ಜಾವ ಕಾದಾಟಕ್ಕಿಳಿದಿವೆ. ಪರಸ್ಪರ ಬಡಿದಾಡಿಕೊಂಡ ಆನೆಗಳು ಎದುರಿಗೆ ಸಿಕ್ಕ ಗಿಡ-ಮರಗಳನ್ನು ಉರುಳಿಸಿದ್ದು, ತೋಟದಲ್ಲಿನ ಬೆಳೆಗಳೂ ಹಾನಿಯಾಗಿವೆ. ಆನೆಗಳ ಕಾದಾಟದ ವೇಳೆ ಉರುಳಿದ ಮರಗಳು ಗ್ರಾಮದ ಪ್ರಸನ್ನ ಎಂಬುವವರ ಮನೆಯ ಮೇಲೆ ಬಿದ್ದ ಪರಿಣಾಮ ಮನೆ ಜಖಂಗೊಂಡಿದೆ. ಮನೆಯ ಹೆಂಚುಗಳು, ಮರದ ವಸ್ತುಗಳು ಹಾಗೂ ಮನೆಗೆ ಹೊಂದಿಕೊಂಡಿದ್ದ ಶೆಡ್ ಕೂಡ ಹಾನಿಗೊಳಗಾಗಿದೆ. ಎರಡು ಕಾಡಾನೆಗಳು ಮನೆಯ ಸಮೀಪವೇ ಕಾದಾಡುತ್ತಿರುವ ದೃಶ್ಯವನ್ನು ಕಣ್ಣಾರೆ ಕಂಡ ಗ್ರಾಮಸ್ಥರು ಭಯಭೀತರಾಗಿದ್ದಾರೆ. ಇದೇ ಗ್ರಾಮದ ಭುವನೇಶ್ವರ, ಪರಮೇಶ್ವರಯ್ಯ ಹಾಗೂ ಮಧು ಎಂಬುವವರ ತೋಟಗಳಲ್ಲೂ ಕಾಡಾನೆಗಳು ಬೀಡುಬಿಟ್ಟಿದ್ದು, ಬೆಳೆಗಳನ್ನು ತಿಂದು ತುಳಿದು ನಾಶಪಡಿಸಿವೆ. ತೋಟಗಳಲ್ಲಿ ಬೆಳೆಯಲಾಗಿದ್ದ ಕಾಫಿ, ಅಡಿಕೆ, ಬಾಳೆ ಸೇರಿದಂತೆ ವಿವಿಧ ಬೆಳೆಗಳು ಹಾನಿಯಾಗಿದ್ದು, ಲಕ್ಷಾಂತರ ರೂಪಾಯಿ ನಷ್ಟ ಉಂಟಾಗಿದೆ ಎಂದು ಬೆಳೆಗಾರರು ತಿಳಿಸಿದ್ದಾರೆ. ಕಾಡಾನೆಗಳ ನಿರಂತರ ಉಪಟಳದಿಂದ ಬೆಳೆಗಾರರು ಹಾಗೂ ಗ್ರಾಮಸ್ಥರು ಕಂಗಾಲಾಗಿದ್ದು, ಆನೆಗಳನ್ನು ಕಾಡಿಗೆ ಹಿಮ್ಮೆಟ್ಟಿಸಿ ಶಾಶ್ವತ ಪರಿಹಾರ ಕಲ್ಪಿಸುವಂತೆ ಅರಣ್ಯ ಇಲಾಖೆಯನ್ನು ಒತ್ತಾಯಿಸಿದ್ದಾರೆ. bbox=[41, 507, 386, 899]
accident-col-1: ಬೆಂಗಳೂರು: ತಿರುಪತಿ ತಿಮ್ಮಪ್ಪನ ದರ್ಶನ ಮುಗಿಸಿಕೊಂಡು ಬೆಂಗಳೂರಿಗೆ ವಾಪಸ್ಸಾಗುತ್ತಿದ್ದ ಕಾರು ರಸ್ತೆ ವಿಭಜಕಕ್ಕೆ ಡಿಕ್ಕಿ ಹೊಡೆದು ಪಲ್ಟಿಯಾದ ಪರಿಣಾಮ ಒಂದೇ ಕುಟುಂಬದ ನಾಲ್ವರು ಮೃತಪಟ್ಟಿರುವ ದಾರುಣ ಘಟನೆ ಚಿಂತಾಮಣಿ ಬೆಂಗಳೂರು ಹೆದ್ದಾರಿಯ ಸಮೀಪ ಭಾನುವಾರ ತಡರಾತ್ರಿ ಸಂಭವಿಸಿದೆ. ಮೃತರನ್ನು ಬೆಂಗಳೂರಿನ ವಿದ್ಯಾರಣ್ಯಪುರದ ನಿವಾಸಿ ಶಾಂತಾಮಣಿ (70), ಅವರ ಪುತ್ರಿ ನೇತ್ರಾ (20), ಅಳಿಯ ದೇವೇಂದ್ರ (45) ಹಾಗೂ ಮೊಮ್ಮಗ ವಿಷ್ಣು (12) ಎಂದು ಗುರುತಿಸಲಾಗಿದೆ. bbox=[401, 2044, 665, 2218]
bhagwat-col-1: ಲಂಡನ್: ವಿದೇಶಗಳಲ್ಲಿ ನೆಲೆಸಿರುವ ಹಿಂದೂ ಸಮುದಾಯವು ತಾವು ವಾಸಿಸುವ ದೇಶದ ಕಾನೂನು, ಸಂಸ್ಕೃತಿ ಹಾಗೂ ಕರ್ತವ್ಯಗಳಿಗೆ ಬದ್ಧರಾಗಿ ಬದುಕಬೇಕು ಎಂದು ರಾಷ್ಟ್ರೀಯ ಸ್ವಯಂಸೇವಕ ಸಂಘದ (ಆರ್‌ಎಸ್‌ಎಸ್) ಸರಸಂಘಚಾಲಕ ಮೋಹನ್ ಭಾಗವತ್ ಕರೆ ನೀಡಿದ್ದಾರೆ. ಆರ್‌ಎಸ್‌ಎಸ್ ಶತಮಾನೋತ್ಸವದ ಅಂಗವಾಗಿ ಯುನೈಟೆಡ್ ಕಿಂಗ್‌ಡಮ್‌ಗೆ ಭೇಟಿ ನೀಡಿರುವ ಅವರು, ಲಂಡನ್‌ನಲ್ಲಿ ನಡೆದ ನಾಗರಿಕ ಸಂವಾದ ಹಾಗೂ ಸಮುದಾಯ ನಾಯಕರ ಸಭೆಯಲ್ಲಿ ಮಾತನಾಡಿದರು. ಭಾರತ ಮತ್ತು ಬ್ರಿಟನ್ ನಡುವಿನ ಐತಿಹಾಸಿಕ ಸಂಬಂಧಗಳನ್ನು ವಿಶ್ಲೇಷಿಸಿದ ಅವರು, ಬ್ರಿಟಿಷ್ ಹಿಂದೂಗಳು ತಮ್ಮ ಕರ್ಮಭೂಮಿಗೆ ಸಂಪೂರ್ಣ ನಿಷ್ಠೆ ಹಾಗೂ ಪ್ರಾಮಾಣಿಕತೆಯಿಂದ ಸೇವೆ ಸಲ್ಲಿಸಬೇಕು ಎಂದು ಭಾಗವತ್ ಹೇಳಿದರು. ಜನ್ಮಭೂಮಿಯ ಸಾಂಸ್ಕೃತಿಕ ಮೌಲ್ಯಗಳನ್ನು ಜತೆಗಿರಿಸಿ, ಆ ಮೌಲ್ಯಗಳನ್ನು ತಾವು ವಾಸಿಸುವ ದೇಶದಲ್ಲಿ ಸಕಾರಾತ್ಮಕ ಕೊಡುಗೆ ನೀಡಲು ಬಳಸಿಕೊಳ್ಳಬೇಕು ಎಂದರು. ಬ್ರಿಟಿಷ್ ಹಿಂದೂಗಳು ಅಲ್ಲಿನ ಸಮಾಜದ ಅವಿಭಾಜ್ಯ ಅಂಗವಾಗಿದ್ದು, ದೇಶದ ಕಾನೂನು ಹಾಗೂ ವ್ಯವಸ್ಥೆಗಳಿಗೆ ಅನುಗುಣವಾಗಿ ಪ್ರಾಮಾಣಿಕ ಜೀವನ ನಡೆಸಬೇಕು. bbox=[401, 322, 663, 675]
promo-line: ಕನ್ನಡ ದಿನಪತ್ರಿಕೆಯನ್ನು ತಪ್ಪದೆ ಓದಿರಿ. bbox=[116, 2196, 310, 2215]
bhagwat-col-2-text: ಯಾವುದೇ ದ್ವಂದ್ವ ಅಥವಾ ಸಂಘರ್ಷಕ್ಕೆ ಅವಕಾಶ ಇರುವುದಿಲ್ಲ ಎಂದು ಅವರು ಪ್ರತಿಪಾದಿಸಿದರು. bbox=[670, 642, 909, 678]
person-figure bbox=[1366, 1095, 1442, 1272]
